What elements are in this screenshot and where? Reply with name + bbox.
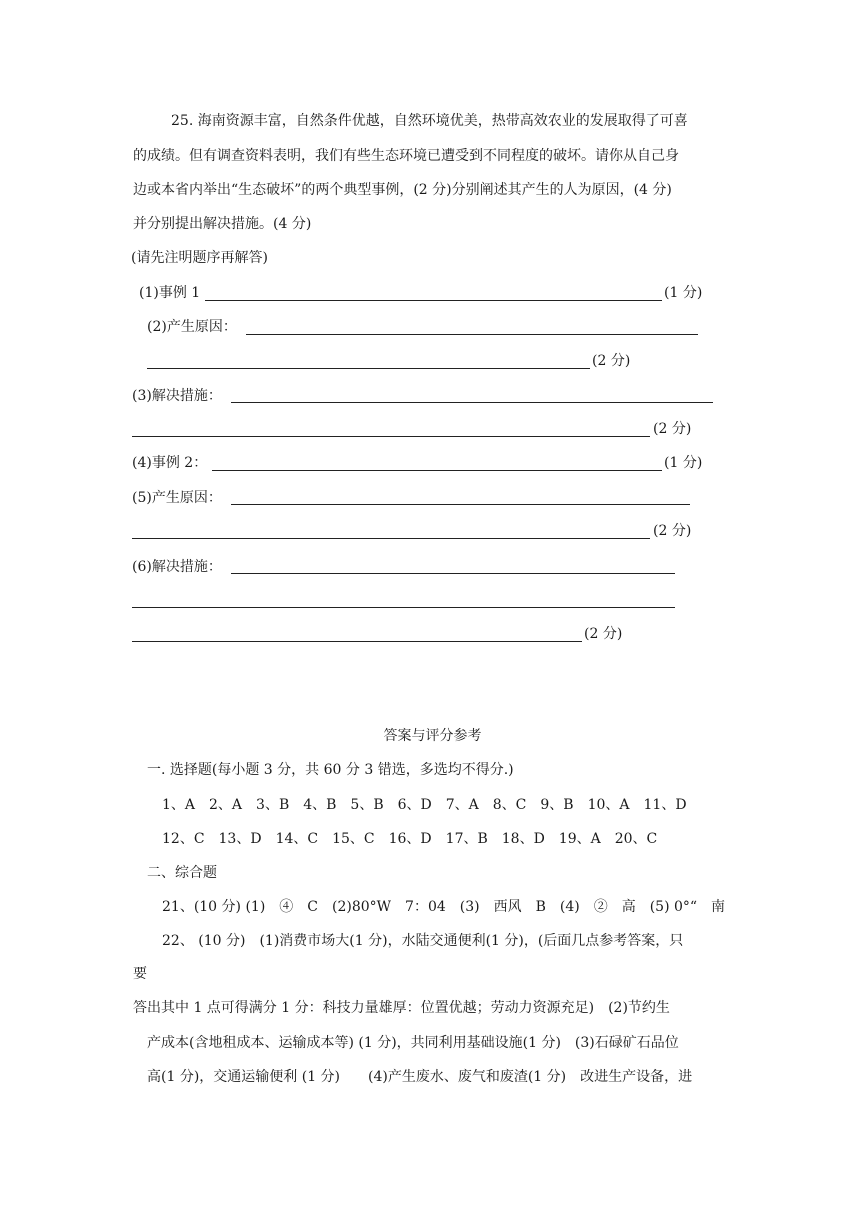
item3-answer-line-1: [231, 402, 713, 403]
item6-answer-line-3: [132, 641, 582, 642]
item1-label: (1)事例 1: [139, 285, 201, 301]
item2-answer-line-1: [246, 334, 698, 335]
section1-heading: 一. 选择题(每小题 3 分，共 60 分 3 错选，多选均不得分.): [147, 762, 514, 778]
item4-label: (4)事例 2：: [132, 455, 208, 471]
item3-answer-line-2: [132, 436, 650, 437]
q25-line-1: 25. 海南资源丰富，自然条件优越，自然环境优美，热带高效农业的发展取得了可喜: [171, 113, 688, 129]
item5-label: (5)产生原因：: [132, 490, 222, 506]
q22-line-2: 要: [133, 966, 147, 982]
item4-answer-line: [212, 470, 662, 471]
item5-score: (2 分): [653, 523, 692, 539]
item6-score: (2 分): [584, 626, 623, 642]
q22-line-5: 高(1 分)，交通运输便利 (1 分) (4)产生废水、废气和废渣(1 分) 改进生产设备，进: [147, 1069, 693, 1085]
item6-answer-line-2: [132, 607, 675, 608]
answers-title: 答案与评分参考: [383, 728, 482, 744]
item3-label: (3)解决措施：: [132, 388, 222, 404]
q21-answer: 21、(10 分) (1) ④ C (2)80°W 7：04 (3) 西风 B (4) ② 高 (5) 0°“ 南: [162, 899, 726, 915]
item4-score: (1 分): [664, 455, 703, 471]
item3-score: (2 分): [653, 421, 692, 437]
item5-answer-line-2: [132, 538, 650, 539]
q22-line-4: 产成本(含地租成本、运输成本等) (1 分)，共同利用基础设施(1 分) (3)石碌矿石品位: [147, 1035, 679, 1051]
item5-answer-line-1: [231, 504, 690, 505]
q25-line-3: 边或本省内举出“生态破坏”的两个典型事例，(2 分)分别阐述其产生的人为原因，(4 分): [133, 182, 672, 198]
section1-answers-row-1: 1、A 2、A 3、B 4、B 5、B 6、D 7、A 8、C 9、B 10、A 11、D: [162, 797, 687, 813]
section1-answers-row-2: 12、C 13、D 14、C 15、C 16、D 17、B 18、D 19、A 20、C: [162, 831, 658, 847]
q25-line-4: 并分别提出解决措施。(4 分): [133, 216, 312, 232]
item2-answer-line-2: [147, 368, 590, 369]
section2-heading: 二、综合题: [147, 865, 217, 881]
item2-label: (2)产生原因：: [147, 319, 237, 335]
q25-line-2: 的成绩。但有调查资料表明，我们有些生态环境已遭受到不同程度的破坏。请你从自己身: [133, 148, 679, 164]
q22-line-3: 答出其中 1 点可得满分 1 分：科技力量雄厚：位置优越；劳动力资源充足) (2)节约生: [133, 1000, 670, 1016]
item2-score: (2 分): [592, 353, 631, 369]
item6-label: (6)解决措施：: [132, 559, 222, 575]
q22-line-1: 22、 (10 分) (1)消费市场大(1 分)，水陆交通便利(1 分)，(后面几点参考答案，只: [162, 933, 684, 949]
q25-note: (请先注明题序再解答): [131, 250, 268, 266]
item6-answer-line-1: [231, 573, 675, 574]
item1-answer-line: [205, 300, 662, 301]
item1-score: (1 分): [664, 285, 703, 301]
